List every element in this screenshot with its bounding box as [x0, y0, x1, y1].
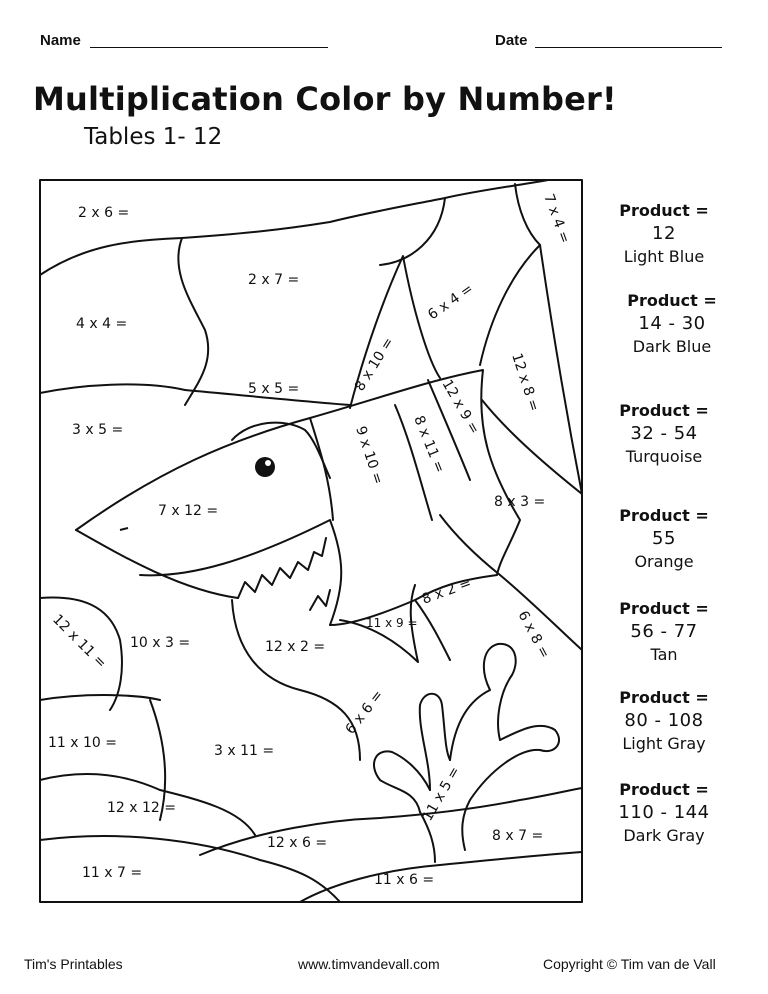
problem-17: 12 x 2 =	[265, 639, 326, 655]
problem-10: 9 x 10 =	[352, 424, 386, 487]
rock-4	[415, 600, 450, 660]
shark-teeth	[238, 538, 326, 598]
legend-heading: Product =	[619, 201, 709, 220]
page-subtitle: Tables 1- 12	[84, 124, 223, 150]
legend-heading: Product =	[627, 291, 717, 310]
legend-heading: Product =	[619, 688, 709, 707]
problem-21: 11 x 10 =	[48, 735, 117, 751]
problem-8: 12 x 9 =	[438, 377, 483, 438]
problem-18: 11 x 9 =	[366, 616, 418, 630]
legend-heading: Product =	[619, 506, 709, 525]
legend-color: Light Gray	[622, 734, 706, 753]
problem-13: 7 x 12 =	[158, 503, 219, 519]
shark-eye-highlight	[265, 460, 271, 466]
problem-5: 8 x 10 =	[351, 334, 398, 395]
shark-teeth-lower	[310, 590, 330, 610]
gill-stripe-1	[310, 418, 333, 520]
wave-line-2	[178, 238, 208, 405]
wave-line-1	[40, 180, 548, 275]
problem-12: 8 x 3 =	[494, 494, 546, 510]
belly-line	[440, 515, 500, 575]
name-label: Name	[40, 32, 81, 49]
legend-item-1	[608, 290, 736, 358]
legend-range: 55	[652, 528, 676, 549]
legend-range: 32 - 54	[630, 423, 698, 444]
legend-item-6	[600, 779, 728, 847]
legend-color: Turquoise	[625, 447, 703, 466]
legend-item-3	[600, 505, 728, 573]
problem-9: 3 x 5 =	[72, 422, 124, 438]
legend-item-4	[600, 598, 728, 666]
rock-11	[300, 852, 582, 902]
legend-heading: Product =	[619, 780, 709, 799]
legend-range: 80 - 108	[624, 710, 704, 731]
legend-range: 12	[652, 223, 676, 244]
rock-7	[40, 774, 160, 790]
shark-eye-icon	[255, 457, 275, 477]
legend-color: Light Blue	[623, 247, 705, 266]
page-title: Multiplication Color by Number!	[33, 80, 617, 118]
legend-color: Orange	[634, 552, 694, 571]
problem-25: 8 x 7 =	[492, 828, 544, 844]
footer-brand: Tim's Printables	[24, 956, 123, 972]
coral-right	[450, 644, 516, 760]
tail-fin	[480, 245, 582, 494]
problem-24: 12 x 12 =	[107, 800, 176, 816]
problem-23: 11 x 5 =	[419, 763, 464, 824]
problem-22: 3 x 11 =	[214, 743, 275, 759]
legend-color: Dark Blue	[632, 337, 712, 356]
shark-nostril	[120, 528, 128, 530]
problem-16: 10 x 3 =	[130, 635, 191, 651]
problem-11: 8 x 11 =	[410, 413, 448, 476]
problem-19: 6 x 8 =	[514, 608, 553, 662]
problem-26: 12 x 6 =	[267, 835, 328, 851]
rock-10	[200, 788, 582, 855]
shark-head	[232, 423, 330, 478]
date-label: Date	[495, 32, 528, 49]
legend-item-5	[600, 687, 728, 755]
legend-range: 14 - 30	[638, 313, 706, 334]
problem-1: 7 x 4 =	[540, 191, 573, 246]
coral-left	[374, 751, 430, 812]
legend-heading: Product =	[619, 401, 709, 420]
problem-7: 5 x 5 =	[248, 381, 300, 397]
legend-color: Tan	[650, 645, 678, 664]
problem-28: 11 x 6 =	[374, 872, 435, 888]
problem-0: 2 x 6 =	[78, 205, 130, 221]
legend-item-0	[600, 200, 728, 268]
problem-20: 6 x 6 =	[342, 687, 387, 738]
problem-27: 11 x 7 =	[82, 865, 143, 881]
problem-2: 2 x 7 =	[248, 272, 300, 288]
footer-website-link[interactable]: www.timvandevall.com	[298, 956, 440, 972]
problem-15: 12 x 11 =	[49, 611, 110, 672]
legend-range: 56 - 77	[630, 621, 698, 642]
problem-14: 8 x 2 =	[419, 575, 474, 608]
problem-6: 12 x 8 =	[508, 351, 542, 414]
wave-line-4	[40, 384, 185, 393]
picture-frame	[40, 180, 582, 902]
legend-color: Dark Gray	[623, 826, 705, 845]
problem-3: 4 x 4 =	[76, 316, 128, 332]
problem-4: 6 x 4 =	[425, 280, 477, 324]
legend-item-2	[600, 400, 728, 468]
legend-range: 110 - 144	[618, 802, 710, 823]
footer-copyright: Copyright © Tim van de Vall	[543, 956, 716, 972]
wave-line-5	[515, 184, 540, 245]
rock-2	[40, 695, 160, 700]
legend-heading: Product =	[619, 599, 709, 618]
upper-jaw	[76, 530, 238, 598]
